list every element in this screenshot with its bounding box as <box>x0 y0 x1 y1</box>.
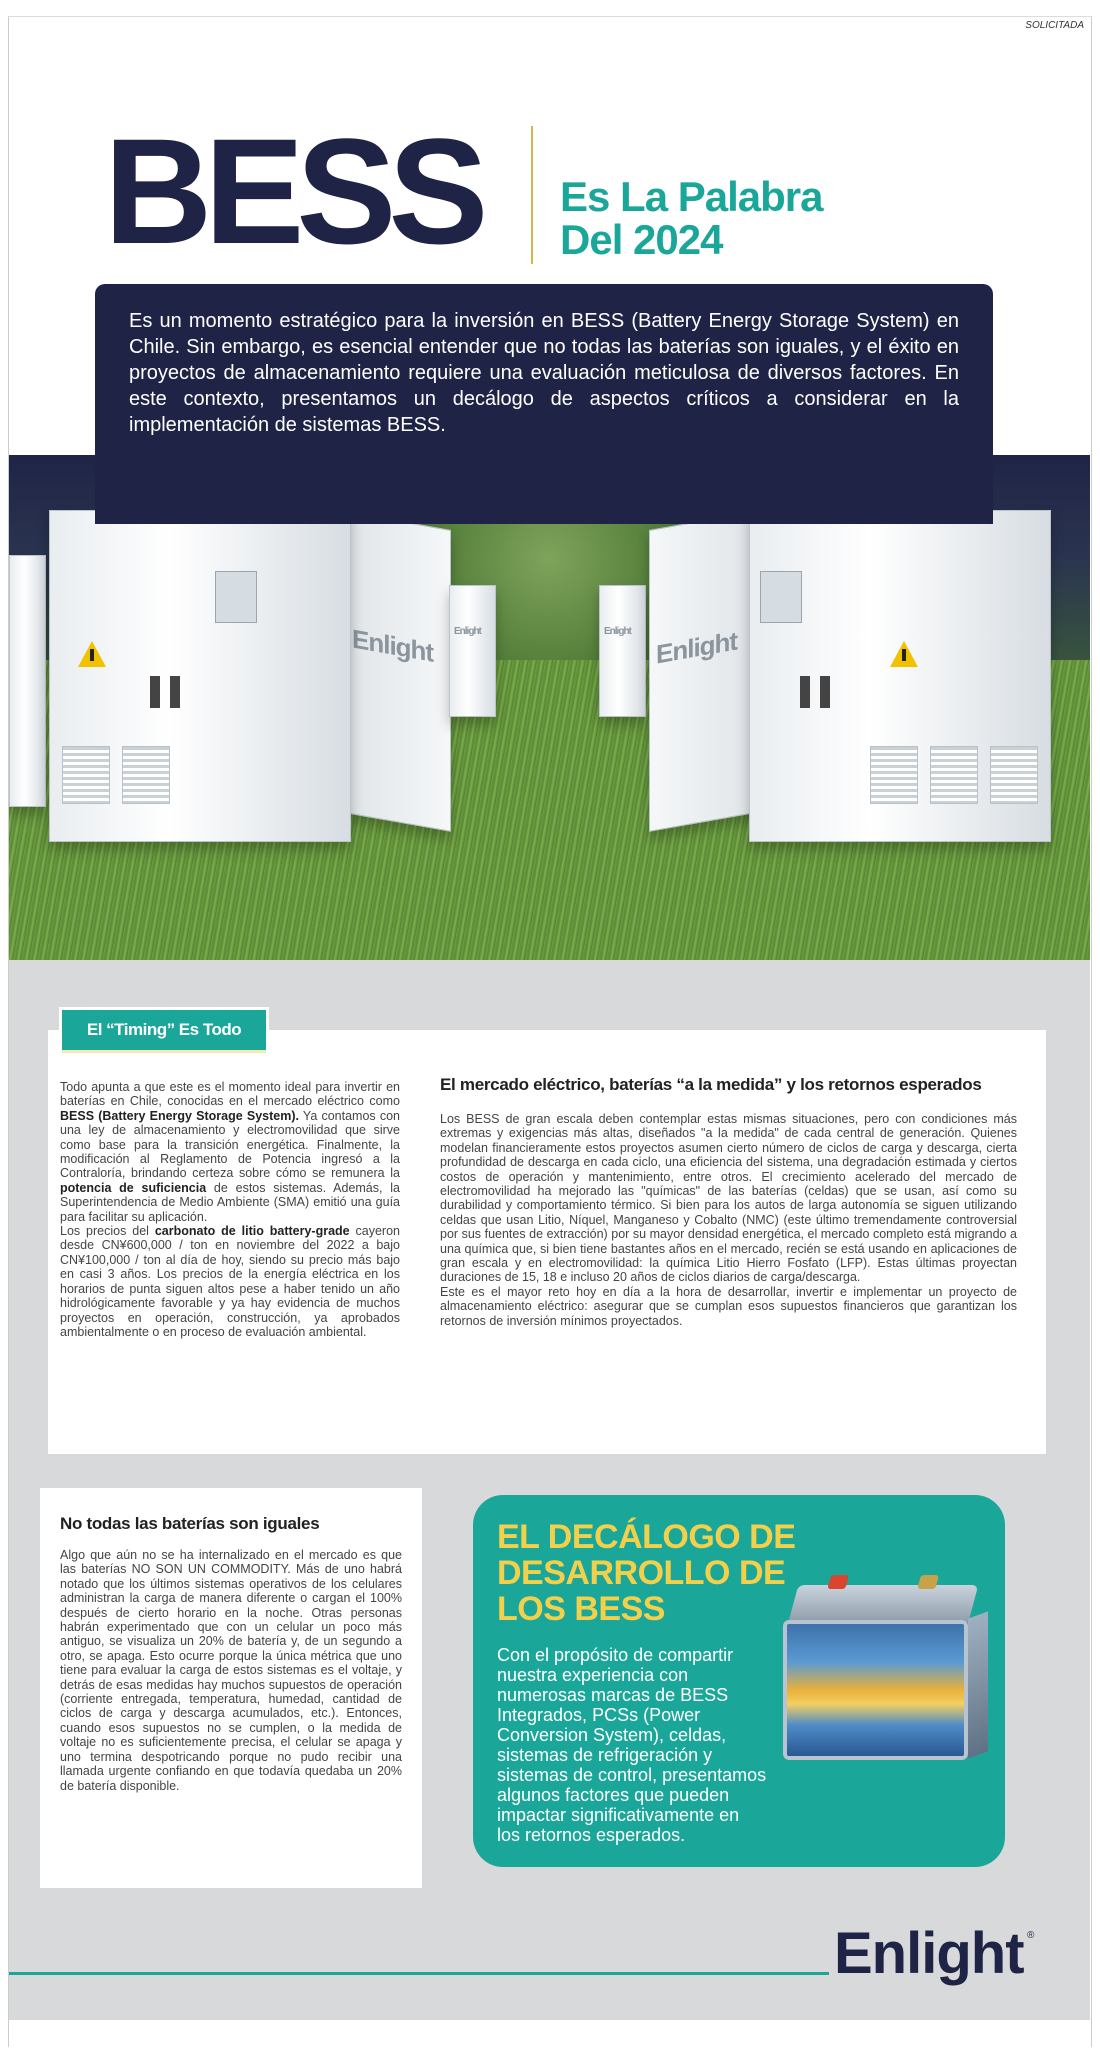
container-far-right <box>599 585 646 717</box>
warning-icon <box>890 641 918 667</box>
vent-icon <box>930 746 978 804</box>
footer-rule <box>9 1972 829 1975</box>
door-handle-icon <box>170 676 180 708</box>
text-run: Todo apunta a que este es el momento ideal para invertir en baterías en Chile, conocidas en el mercado eléctrico como <box>60 1080 400 1109</box>
text-bold: carbonato de litio battery-grade <box>154 1224 350 1239</box>
battery-top <box>788 1585 979 1625</box>
battery-body <box>783 1620 968 1760</box>
battery-icon <box>783 1585 983 1775</box>
subtitle-line-2: Del 2024 <box>560 216 723 263</box>
container-left-side <box>339 510 451 832</box>
terminal-icon <box>827 1575 849 1589</box>
text-run: Ya contamos con una ley de almacenamiento y electromovilidad que sirve como base para la transición energética. Finalmente, la modificación al Reglamento de Potencia ingresó a la Contraloría, brindando certeza sobre cómo se remunera la <box>60 1108 400 1181</box>
text-bold: BESS (Battery Energy Storage System). <box>60 1108 299 1123</box>
container-edge-left <box>9 555 46 807</box>
main-title: BESS <box>104 107 481 275</box>
warning-icon <box>78 641 106 667</box>
enlight-logo: Enlight <box>834 1921 1024 1986</box>
container-left <box>49 510 351 842</box>
container-brand-right: Enlight <box>656 625 738 670</box>
container-brand-far-left: Enlight <box>454 626 481 637</box>
subtitle <box>560 175 880 261</box>
text-run: cayeron desde CN¥600,000 / ton en noviembre del 2022 a bajo CN¥100,000 / ton al día de hoy, siendo su precio más bajo en casi 3 años. Los precios de la energía eléctrica en los horarios de punta siguen altos pese a haber tenido un año hidrológicamente favorable y ya hay evidencia de muchos proyectos en operación, construcción, ya aprobados ambientalmente o en proceso de evaluación ambiental. <box>60 1224 400 1339</box>
control-panel-icon <box>215 571 257 623</box>
timing-section-tag <box>62 1010 266 1053</box>
vent-icon <box>870 746 918 804</box>
container-far-left <box>449 585 496 717</box>
text-run: Los precios del <box>60 1224 155 1239</box>
door-handle-icon <box>800 676 810 708</box>
intro-text: Es un momento estratégico para la inversión en BESS (Battery Energy Storage System) en Chile. Sin embargo, es esencial entender que no todas las baterías son iguales, y el éxito en proyectos de almacenamiento requiere una evaluación meticulosa de diversos factores. En este contexto, presentamos un decálogo de aspectos críticos a considerar en la implementación de sistemas BESS. <box>129 310 959 436</box>
timing-body <box>60 1080 400 1339</box>
registered-mark: ® <box>1027 1930 1035 1941</box>
subtitle-line-1: Es La Palabra <box>560 173 823 220</box>
timing-paragraph-1 <box>60 1080 400 1224</box>
container-brand-left: Enlight <box>352 623 434 668</box>
terminal-icon <box>917 1575 939 1589</box>
container-right-side <box>649 510 761 832</box>
timing-tag-label: El “Timing” Es Todo <box>86 1020 242 1039</box>
container-right <box>749 510 1051 842</box>
mercado-paragraph-1: Los BESS de gran escala deben contemplar estas mismas situaciones, pero con condiciones más extremas y exigencias más altas, diseñados "a la medida" de cada central de generación. Quienes modelan financieramente estos proyectos asumen cierto número de ciclos de carga y descarga, cierta profundidad de descarga en cada ciclo, una eficiencia del sistema, una degradación estimada y ciertos costos de operación y mantenimiento, entre otros. El crecimiento acelerado del mercado de electromovilidad ha mejorado las "químicas" de las baterías (celdas) que se usan, así como su durabilidad y comportamiento térmico. Si bien para los autos de larga autonomía se siguen utilizando celdas que usan Litio, Níquel, Manganeso y Cobalto (NMC) (este último tremendamente controversial por sus fuentes de extracción) por su mayor densidad energética, el mercado completo está migrando a una química que, si bien tiene bastantes años en el mercado, recién se está usando en aplicaciones de gran escala y en electromovilidad: la química Litio Hierro Fosfato (LFP). Estas últimas proyectan duraciones de 15, 18 e incluso 20 años de ciclos diarios de carga/descarga. <box>440 1112 1017 1285</box>
mercado-paragraph-2: Este es el mayor reto hoy en día a la hora de desarrollar, invertir e implementar un proyecto de almacenamiento eléctrico: asegurar que se cumplan esos supuestos financieros que garantizan los retornos de inversión mínimos proyectados. <box>440 1284 1017 1328</box>
title-divider <box>531 126 533 264</box>
mercado-body <box>440 1112 1017 1328</box>
battery-side <box>968 1611 988 1758</box>
vent-icon <box>122 746 170 804</box>
timing-paragraph-2 <box>60 1224 400 1339</box>
baterias-title: No todas las baterías son iguales <box>60 1514 320 1533</box>
hero-image-bess-containers <box>9 455 1090 960</box>
decalogo-card <box>473 1495 1005 1867</box>
baterias-body: Algo que aún no se ha internalizado en el mercado es que las baterías NO SON UN COMMODITY. Más de uno habrá notado que los últimos sistemas operativos de los celulares administran la carga de manera diferente o cargan el 100% después de cierto horario en la noche. Otras personas habrán experimentado que con un celular un poco más antiguo, se visualiza un 20% de batería y, de un segundo a otro, se apaga. Esto ocurre porque la única métrica que uno tiene para evaluar la carga de estos sistemas es el voltaje, y detrás de esas medidas hay muchos supuestos de operación (corriente entregada, temperatura, humedad, cantidad de ciclos de carga y descarga acumulados, etc.). Entonces, cuando esos supuestos no se cumplen, o la medida de voltaje no es suficientemente precisa, el celular se apaga y uno termina despotricando porque no pudo recibir una llamada urgente confiando en que todavía quedaba un 20% de batería disponible. <box>60 1548 402 1793</box>
text-bold: potencia de suficiencia <box>60 1180 207 1195</box>
decalogo-body: Con el propósito de compartir nuestra experiencia con numerosas marcas de BESS Integrados, PCSs (Power Conversion System), celdas, sistemas de refrigeración y sistemas de control, presentamos algunos factores que pueden impactar significativamente en los retornos esperados. <box>497 1645 767 1845</box>
decalogo-title: EL DECÁLOGO DE DESARROLLO DE LOS BESS <box>497 1518 796 1628</box>
mercado-title: El mercado eléctrico, baterías “a la medida” y los retornos esperados <box>440 1075 982 1094</box>
intro-card <box>95 284 993 524</box>
door-handle-icon <box>150 676 160 708</box>
vent-icon <box>62 746 110 804</box>
text-run: de estos sistemas. Además, la Superintendencia de Medio Ambiente (SMA) emitió una guía para facilitar su aplicación. <box>60 1180 400 1224</box>
container-brand-far-right: Enlight <box>604 626 631 637</box>
solicitada-tag: SOLICITADA <box>1025 20 1084 31</box>
control-panel-icon <box>760 571 802 623</box>
door-handle-icon <box>820 676 830 708</box>
vent-icon <box>990 746 1038 804</box>
